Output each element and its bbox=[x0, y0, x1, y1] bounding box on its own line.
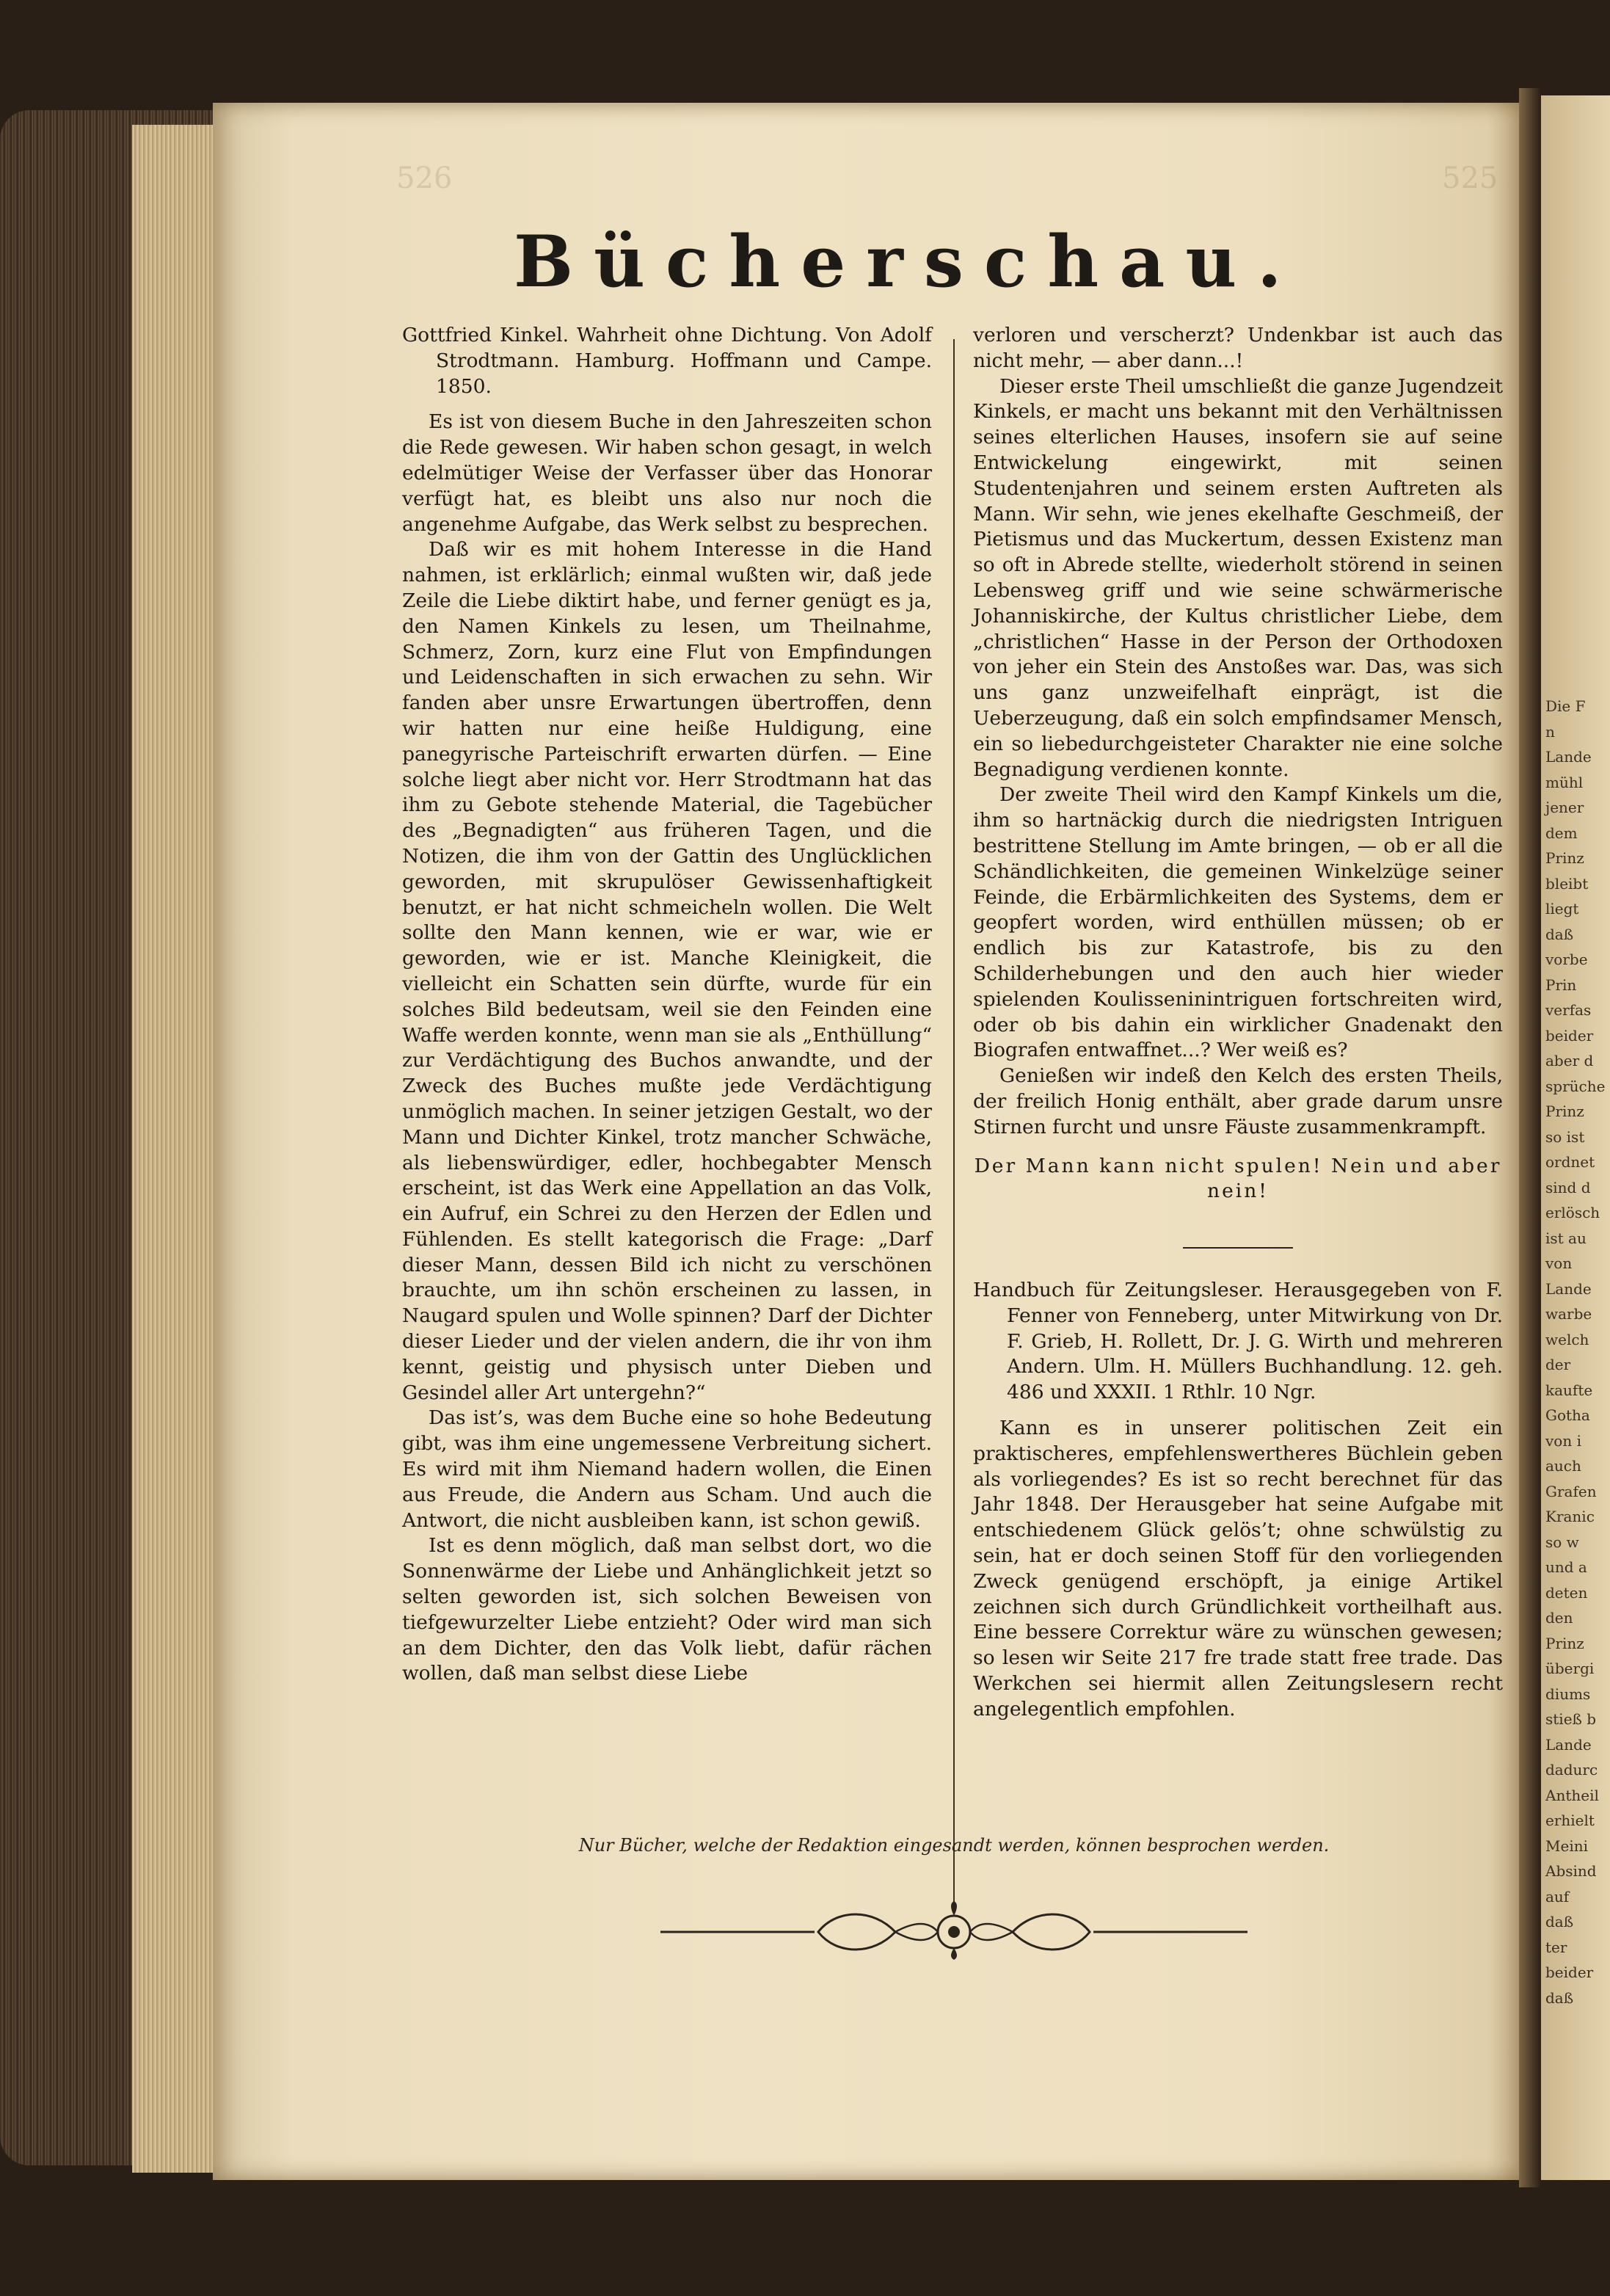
next-page-fragment: ter bbox=[1545, 1938, 1567, 1956]
right-column bbox=[973, 323, 1503, 1723]
next-page-fragment: Die F bbox=[1545, 697, 1586, 715]
paragraph: Ist es denn möglich, daß man selbst dort, wo die Sonnenwärme der Liebe und Anhänglichkeit jetzt so selten geworden ist, sich solchen Beweisen von tiefgewurzelter Liebe entzieht? Oder wird man sich an dem Dichter, den das Volk liebt, dafür rächen wollen, daß man selbst diese Liebe bbox=[402, 1534, 932, 1685]
paragraph: Genießen wir indeß den Kelch des ersten Theils, der freilich Honig enthält, aber grade darum unsre Stirnen furcht und unsre Fäuste zusammenkrampft. bbox=[973, 1064, 1503, 1138]
next-page-fragment: welch bbox=[1545, 1330, 1589, 1348]
next-page-fragment: daß bbox=[1545, 925, 1574, 943]
paragraph: Dieser erste Theil umschließt die ganze Jugendzeit Kinkels, er macht uns bekannt mit den Verhältnissen seines elterlichen Hauses, insofern sie auf seine Entwickelung eingewirkt, mit seinen Studentenjahren und seinem ersten Auftreten als Mann. Wir sehn, wie jenes ekelhafte Geschmeiß, der Pietismus und das Muckertum, dessen Existenz man so oft in Abrede stellte, wiederholt störend in seinen Lebensweg griff und wie seine schwärmerische Johanniskirche, der Kultus christlicher Liebe, dem „christlichen“ Hasse in der Person der Orthodoxen von jeher ein Stein des Anstoßes war. Das, was sich uns ganz unzweifelhaft einprägt, ist die Ueberzeugung, daß ein solch empfindsamer Mensch, ein so liebedurchgeisteter Charakter nie eine solche Begnadigung verdienen konnte. bbox=[973, 374, 1503, 781]
next-page-fragment: Absind bbox=[1545, 1862, 1597, 1880]
next-page-fragment: Kranic bbox=[1545, 1508, 1595, 1525]
next-page-fragment: den bbox=[1545, 1609, 1573, 1627]
next-page-fragment: erlösch bbox=[1545, 1204, 1600, 1221]
next-page-fragment: Prinz bbox=[1545, 1634, 1584, 1652]
next-page-edge bbox=[1541, 95, 1610, 2180]
next-page-fragment: verfas bbox=[1545, 1001, 1592, 1019]
next-page-fragment: und a bbox=[1545, 1558, 1587, 1576]
book-gutter bbox=[1519, 88, 1541, 2187]
review-heading-handbuch: Handbuch für Zeitungsleser. Herausgegeben von F. Fenner von Fenneberg, unter Mitwirkung von Dr. F. Grieb, H. Rollett, Dr. J. G. Wirth und mehreren Andern. Ulm. H. Müllers Buchhandlung. 12. geh. 486 und XXXII. 1 Rthlr. 10 Ngr. bbox=[973, 1279, 1503, 1404]
page-title: Bücherschau. bbox=[514, 220, 1303, 303]
ghost-page-number-left: 526 bbox=[396, 161, 453, 195]
next-page-fragment: liegt bbox=[1545, 900, 1579, 918]
next-page-fragment: Lande bbox=[1545, 1735, 1592, 1754]
next-page-fragment: mühl bbox=[1545, 773, 1584, 791]
next-page-fragment: beider bbox=[1545, 1026, 1594, 1045]
next-page-fragment: stieß b bbox=[1545, 1710, 1597, 1728]
next-page-fragment: übergi bbox=[1545, 1660, 1595, 1677]
next-page-fragment: Prin bbox=[1545, 976, 1577, 994]
next-page-fragment: dadurc bbox=[1545, 1761, 1598, 1779]
next-page-fragment: daß bbox=[1545, 1988, 1574, 2007]
next-page-fragment: sprüche bbox=[1545, 1077, 1606, 1095]
next-page-fragment: dem bbox=[1545, 824, 1578, 842]
next-page-fragment: n bbox=[1545, 722, 1555, 741]
next-page-fragment: von i bbox=[1545, 1431, 1581, 1450]
next-page-fragment: Prinz bbox=[1545, 1102, 1584, 1120]
next-page-fragment: Lande bbox=[1545, 1279, 1592, 1298]
paragraph: Kann es in unserer politischen Zeit ein praktischeres, empfehlenswertheres Büchlein geben als vorliegendes? Es ist so recht berechnet für das Jahr 1848. Der Herausgeber hat seine Aufgabe mit entschiedenem Glück gelös’t; ohne schwülstig zu sein, hat er doch seinen Stoff für den vorliegenden Zweck genügend erschöpft, ja einige Artikel zeichnen sich durch Gründlichkeit vortheilhaft aus. Eine bessere Correktur wäre zu wünschen gewesen; so lesen wir Seite 217 fre trade statt free trade. Das Werkchen sei hiermit allen Zeitungslesern recht angelegentlich empfohlen. bbox=[973, 1417, 1503, 1721]
section-separator bbox=[1183, 1247, 1293, 1249]
paragraph: verloren und verscherzt? Undenkbar ist auch das nicht mehr, — aber dann...! bbox=[973, 324, 1503, 372]
page-stack bbox=[132, 125, 220, 2173]
next-page-fragment: beider bbox=[1545, 1963, 1594, 1981]
next-page-fragment: ist au bbox=[1545, 1229, 1587, 1247]
next-page-fragment: Lande bbox=[1545, 748, 1592, 766]
paragraph: Daß wir es mit hohem Interesse in die Hand nahmen, ist erklärlich; einmal wußten wir, daß jede Zeile die Liebe diktirt habe, und ferner genügt es ja, den Namen Kinkels zu lesen, um Theilnahme, Schmerz, Zorn, kurz eine Flut von Empfindungen und Leidenschaften in sich erwachen zu sehn. Wir fanden aber unsre Erwartungen übertroffen, denn wir hatten nur eine heiße Huldigung, eine panegyrische Parteischrift erwarten dürfen. — Eine solche liegt aber nicht vor. Herr Strodtmann hat das ihm zu Gebote stehende Material, die Tagebücher des „Begnadigten“ aus früheren Tagen, und die Notizen, die ihm von der Gattin des Unglücklichen geworden, mit skrupulöser Gewissenhaftigkeit benutzt, er hat nicht schmeicheln wollen. Die Welt sollte den Mann kennen, wie er war, wie er geworden, wie er ist. Manche Kleinigkeit, die vielleicht ein Schatten sein dürfte, wurde für ein solches Bild bedeutsam, weil sie den Feinden eine Waffe werden konnte, wenn man sie als „Enthüllung“ zur Verdächtigung des Buchos anwandte, und der Zweck des Buches mußte jede Verdächtigung unmöglich machen. In seiner jetzigen Gestalt, wo der Mann und Dichter Kinkel, trotz mancher Schwäche, als liebenswürdiger, edler, hochbegabter Mensch erscheint, ist das Werk eine Appellation an das Volk, ein Aufruf, ein Schrei zu den Herzen der Edlen und Fühlenden. Es stellt kategorisch die Frage: „Darf dieser Mann, dessen Bild ich nicht zu verschönen brauchte, um ihn schön erscheinen zu lassen, in Naugard spulen und Wolle spinnen? Darf der Dichter dieser Lieder und der vielen andern, die ihr von ihm kennt, geistig und physisch unter Dieben und Gesindel aller Art untergehn?“ bbox=[402, 538, 932, 1404]
next-page-fragment: auf bbox=[1545, 1887, 1570, 1906]
next-page-fragment: diums bbox=[1545, 1685, 1591, 1703]
next-page-fragment: deten bbox=[1545, 1583, 1588, 1602]
paragraph: Das ist’s, was dem Buche eine so hohe Bedeutung gibt, was ihm eine ungemessene Verbreitung sichert. Es wird mit ihm Niemand hadern wollen, die Einen aus Freude, die Andern aus Scham. Und auch die Antwort, die nicht ausbleiben kann, ist schon gewiß. bbox=[402, 1406, 932, 1532]
next-page-fragment: auch bbox=[1545, 1457, 1581, 1475]
paragraph: Es ist von diesem Buche in den Jahreszeiten schon die Rede gewesen. Wir haben schon gesagt, in welch edelmütiger Weise der Verfasser über das Honorar verfügt hat, es bleibt uns also nur noch die angenehme Aufgabe, das Werk selbst zu besprechen. bbox=[402, 410, 932, 536]
next-page-fragment: Grafen bbox=[1545, 1482, 1597, 1500]
next-page-fragment: warbe bbox=[1545, 1305, 1592, 1323]
footer-note: Nur Bücher, welche der Redaktion eingesandt werden, können besprochen werden. bbox=[578, 1835, 1330, 1856]
next-page-fragment: bleibt bbox=[1545, 874, 1589, 893]
column-divider bbox=[953, 339, 955, 1903]
next-page-fragment: daß bbox=[1545, 1913, 1574, 1930]
next-page-fragment: Prinz bbox=[1545, 849, 1584, 867]
next-page-fragment: sind d bbox=[1545, 1178, 1591, 1196]
ornament-flourish bbox=[660, 1901, 1247, 1960]
next-page-fragment: aber d bbox=[1545, 1052, 1594, 1069]
next-page-fragment: erhielt bbox=[1545, 1812, 1595, 1829]
next-page-fragment: ordnet bbox=[1545, 1153, 1595, 1171]
next-page-fragment: der bbox=[1545, 1356, 1571, 1373]
next-page-fragment: kaufte bbox=[1545, 1381, 1593, 1399]
paragraph: Der zweite Theil wird den Kampf Kinkels um die, ihm so hartnäckig durch die niedrigsten Intriguen bestrittene Stellung im Amte bringen, — ob er all die Schändlichkeiten, die gemeinen Winkelzüge seiner Feinde, die Erbärmlichkeiten des Systems, dem er geopfert worden, wird enthüllen müssen; ob er endlich bis zur Katastrofe, bis zu den Schilderhebungen und den auch hier wieder spielenden Koulisseninintriguen fortschreiten wird, oder ob bis dahin ein wirklicher Gnadenakt den Biografen entwaffnet...? Wer weiß es? bbox=[973, 783, 1503, 1062]
next-page-fragment: Gotha bbox=[1545, 1406, 1590, 1424]
left-column bbox=[402, 323, 932, 1687]
next-page-fragment: Antheil bbox=[1545, 1786, 1599, 1804]
next-page-fragment: so w bbox=[1545, 1533, 1579, 1551]
next-page-fragment: so ist bbox=[1545, 1127, 1585, 1146]
next-page-fragment: Meini bbox=[1545, 1837, 1588, 1855]
next-page-fragment: von bbox=[1545, 1254, 1573, 1272]
review-heading-kinkel: Gottfried Kinkel. Wahrheit ohne Dichtung. Von Adolf Strodtmann. Hamburg. Hoffmann und Campe. 1850. bbox=[402, 324, 932, 398]
next-page-fragment: jener bbox=[1545, 799, 1584, 816]
closing-exclamation: Der Mann kann nicht spulen! Nein und aber nein! bbox=[974, 1154, 1502, 1203]
next-page-fragment: vorbe bbox=[1545, 951, 1588, 968]
ghost-page-number-right: 525 bbox=[1442, 161, 1498, 195]
